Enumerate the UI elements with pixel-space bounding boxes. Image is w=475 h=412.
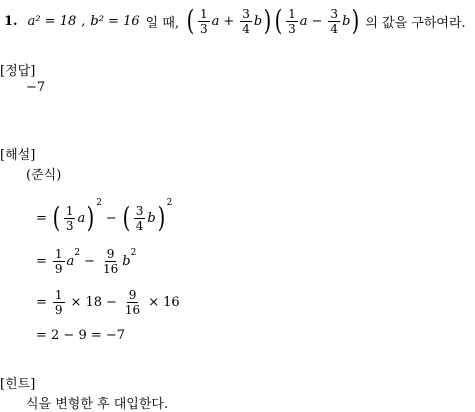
fraction-nine-sixteenths: $\frac{9}{16}$ bbox=[102, 246, 119, 276]
square-exponent: 2 bbox=[96, 198, 102, 208]
solution-line-3 bbox=[36, 285, 180, 319]
minus-sign: − bbox=[311, 13, 323, 29]
condition-b: b² = 16 bbox=[90, 13, 140, 29]
left-paren: ( bbox=[122, 201, 131, 234]
var-a: a bbox=[77, 210, 86, 226]
right-paren: ) bbox=[352, 4, 360, 37]
value-sixteen: 16 bbox=[163, 294, 180, 310]
left-paren: ( bbox=[52, 201, 61, 234]
answer-value: −7 bbox=[26, 80, 46, 95]
fraction-one-ninth: $\frac{1}{9}$ bbox=[54, 246, 63, 276]
minus-sign: − bbox=[106, 294, 117, 310]
fraction-one-third: $\frac{1}{3}$ bbox=[288, 6, 296, 36]
problem-number: 1. bbox=[4, 13, 18, 29]
solution-line-4: = 2 − 9 = −7 bbox=[36, 328, 126, 343]
solution-line-2 bbox=[36, 244, 136, 278]
square-exponent: 2 bbox=[130, 248, 137, 258]
answer-header: [정답] bbox=[0, 64, 36, 79]
condition-a: a² = 18 bbox=[27, 13, 77, 29]
fraction-one-third: $\frac{1}{3}$ bbox=[199, 6, 208, 36]
times-sign: × bbox=[70, 294, 82, 310]
solution-label: (준식) bbox=[26, 168, 62, 183]
fraction-nine-sixteenths: $\frac{9}{16}$ bbox=[124, 287, 141, 317]
var-b: b bbox=[122, 253, 131, 269]
var-a: a bbox=[211, 13, 220, 29]
equals-sign: = bbox=[36, 210, 47, 226]
var-b: b bbox=[253, 13, 263, 29]
plus-sign: + bbox=[223, 13, 235, 29]
square-exponent: 2 bbox=[74, 248, 81, 258]
right-paren: ) bbox=[263, 4, 272, 37]
var-b: b bbox=[147, 210, 156, 226]
separator: , bbox=[81, 13, 86, 29]
solution-line-1 bbox=[36, 196, 172, 240]
equals-sign: = bbox=[36, 253, 47, 269]
fraction-three-quarters: $\frac{3}{4}$ bbox=[242, 6, 250, 36]
fraction-three-quarters: $\frac{3}{4}$ bbox=[135, 203, 144, 233]
var-a: a bbox=[299, 13, 308, 29]
right-paren: ) bbox=[86, 201, 95, 234]
solution-header: [해설] bbox=[0, 148, 36, 163]
hint-header: [힌트] bbox=[0, 377, 36, 392]
problem-line bbox=[4, 2, 466, 40]
value-eighteen: 18 bbox=[85, 294, 102, 310]
square-exponent: 2 bbox=[166, 198, 173, 208]
hint-text: 식을 변형한 후 대입한다. bbox=[26, 397, 169, 412]
right-paren: ) bbox=[157, 201, 166, 234]
when-text: 일 때, bbox=[145, 15, 180, 31]
fraction-one-ninth: $\frac{1}{9}$ bbox=[54, 287, 63, 317]
minus-sign: − bbox=[84, 253, 95, 269]
fraction-three-quarters: $\frac{3}{4}$ bbox=[330, 6, 339, 36]
left-paren: ( bbox=[274, 4, 283, 37]
times-sign: × bbox=[148, 294, 160, 310]
minus-sign: − bbox=[105, 210, 117, 226]
left-paren: ( bbox=[186, 4, 195, 37]
fraction-one-third: $\frac{1}{3}$ bbox=[65, 203, 74, 233]
problem-suffix: 의 값을 구하여라. bbox=[365, 15, 466, 31]
equals-sign: = bbox=[36, 294, 47, 310]
var-a: a bbox=[66, 253, 75, 269]
var-b: b bbox=[342, 13, 351, 29]
